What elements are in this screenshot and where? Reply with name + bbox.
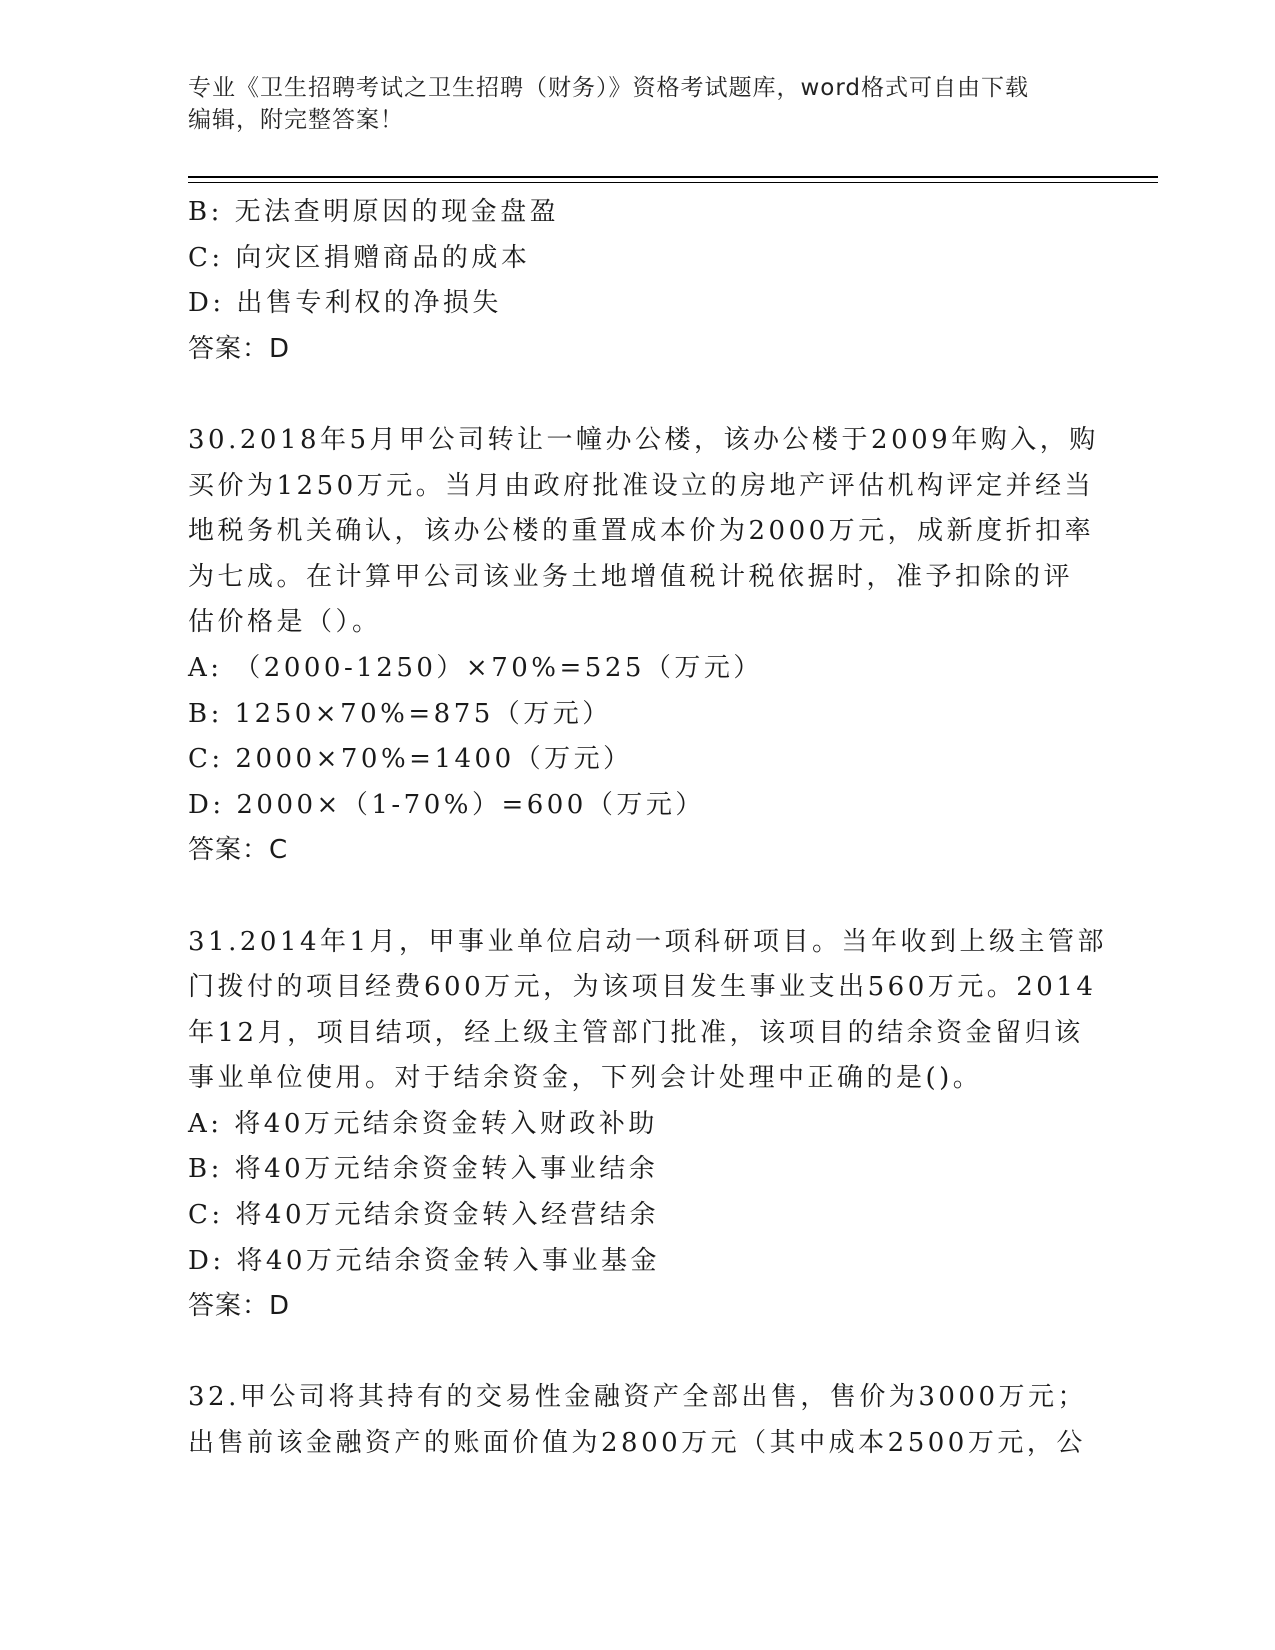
header-rule-thick [188,176,1158,178]
question-text-line: 30.2018年5月甲公司转让一幢办公楼，该办公楼于2009年购入，购 [188,424,1099,455]
page-header [188,72,1088,136]
spacer [188,874,1088,920]
option-d: D: 出售专利权的净损失 [188,288,502,319]
question-text-line: 出售前该金融资产的账面价值为2800万元（其中成本2500万元，公 [188,1428,1086,1459]
answer-label: 答案：D [188,1291,291,1322]
option-d: D: 将40万元结余资金转入事业基金 [188,1245,660,1276]
option-a: A: （2000-1250）×70%=525（万元） [188,652,763,683]
question-31 [188,920,1108,1330]
question-text-line: 买价为1250万元。当月由政府批准设立的房地产评估机构评定并经当 [188,470,1095,501]
question-30 [188,418,1099,874]
question-text-line: 31.2014年1月，甲事业单位启动一项科研项目。当年收到上级主管部 [188,926,1108,957]
header-rule-thin [188,182,1158,183]
question-text-line: 门拨付的项目经费600万元，为该项目发生事业支出560万元。2014 [188,972,1097,1003]
option-c: C: 2000×70%=1400（万元） [188,744,633,775]
option-d: D: 2000×（1-70%）=600（万元） [188,789,705,820]
option-b: B: 将40万元结余资金转入事业结余 [188,1154,659,1185]
answer-label: 答案：D [188,333,291,364]
spacer [188,372,1088,418]
prev-question [188,190,1088,372]
option-a: A: 将40万元结余资金转入财政补助 [188,1108,658,1139]
question-content [188,190,1108,1467]
question-text-line: 事业单位使用。对于结余资金，下列会计处理中正确的是()。 [188,1063,983,1094]
option-b: B: 无法查明原因的现金盘盈 [188,197,560,227]
header-line-1: 专业《卫生招聘考试之卫生招聘（财务）》资格考试题库，word格式可自由下载 [188,75,1030,101]
option-c: C: 向灾区捐赠商品的成本 [188,242,531,273]
question-32 [188,1375,1088,1466]
header-line-2: 编辑，附完整答案！ [188,107,404,133]
question-text-line: 年12月，项目结项，经上级主管部门批准，该项目的结余资金留归该 [188,1017,1084,1048]
option-b: B: 1250×70%=875（万元） [188,698,612,729]
question-text-line: 32.甲公司将其持有的交易性金融资产全部出售，售价为3000万元； [188,1382,1088,1413]
question-text-line: 估价格是（）。 [188,607,382,638]
question-text-line: 地税务机关确认，该办公楼的重置成本价为2000万元，成新度折扣率 [188,516,1095,547]
answer-label: 答案：C [188,835,289,866]
question-text-line: 为七成。在计算甲公司该业务土地增值税计税依据时，准予扣除的评 [188,561,1074,592]
spacer [188,1330,1088,1376]
option-c: C: 将40万元结余资金转入经营结余 [188,1200,660,1231]
